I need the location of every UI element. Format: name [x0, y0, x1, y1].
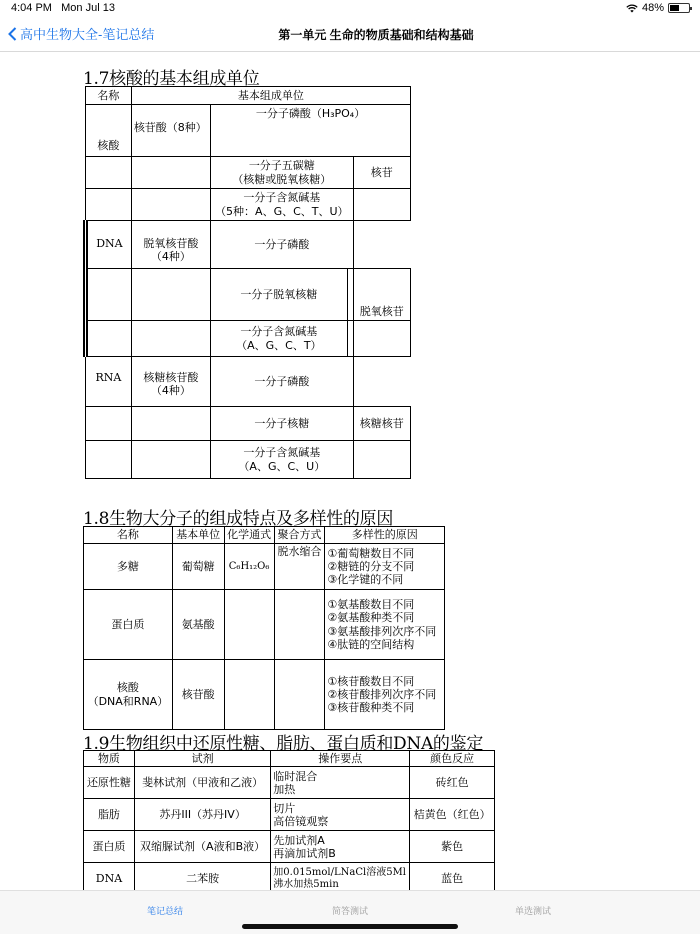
h18-name: 名称: [84, 527, 173, 544]
r18-aminoacid: 氨基酸: [172, 590, 224, 660]
cell-deoxyribose: 一分子脱氧核糖: [211, 269, 348, 321]
h19-color: 颜色反应: [410, 751, 495, 767]
r19-operation: 加0.015mol/LNaCl溶液5Ml 沸水加热5min: [271, 863, 410, 890]
r19-substance: 蛋白质: [84, 831, 135, 863]
section-title-1-7: 1.7核酸的基本组成单位: [83, 69, 260, 89]
r19-operation: 临时混合 加热: [271, 767, 410, 799]
notes-content[interactable]: [0, 53, 700, 890]
r18-polysaccharide: 多糖: [84, 544, 173, 590]
r19-reagent: 二苯胺: [134, 863, 270, 890]
tab-single-choice[interactable]: 单选测试: [514, 906, 551, 916]
r19-operation: 先加试剂A 再滴加试剂B: [271, 831, 410, 863]
cell-rna-nucleotide: 核糖核苷酸 （4种）: [131, 357, 210, 407]
back-label: 高中生物大全-笔记总结: [20, 27, 155, 42]
cell-dna-base: 一分子含氮碱基 （A、G、C、T）: [211, 321, 348, 357]
cell-deoxy-nucleoside: 脱氧核苷: [353, 269, 410, 321]
r18-glucose: 葡萄糖: [172, 544, 224, 590]
nucleic-acid-table: [83, 86, 411, 479]
h19-substance: 物质: [84, 751, 135, 767]
r18-reasons-3: ①核苷酸数目不同 ②核苷酸排列次序不同 ③核苷酸种类不同: [325, 660, 445, 730]
section-title-1-8: 1.8生物大分子的组成特点及多样性的原因: [83, 509, 394, 529]
h18-poly: 聚合方式: [274, 527, 325, 544]
r18-formula: C₆H₁₂O₆: [224, 544, 274, 590]
h19-reagent: 试剂: [134, 751, 270, 767]
table-row: [84, 863, 495, 890]
r19-reagent: 斐林试剂（甲液和乙液）: [134, 767, 270, 799]
table-row: [84, 831, 495, 863]
h18-unit: 基本单位: [172, 527, 224, 544]
r19-color: 砖红色: [410, 767, 495, 799]
cell-nucleoside: 核苷: [353, 157, 410, 189]
cell-pentose: 一分子五碳糖 （核糖或脱氧核糖）: [211, 157, 354, 189]
battery-percent: 48%: [641, 2, 664, 14]
tab-notes[interactable]: 笔记总结: [146, 906, 183, 916]
cell-dna: DNA: [86, 221, 132, 269]
r18-reasons-2: ①氨基酸数目不同 ②氨基酸种类不同 ③氨基酸排列次序不同 ④肽链的空间结构: [325, 590, 445, 660]
r18-protein: 蛋白质: [84, 590, 173, 660]
identification-table: [83, 750, 495, 890]
cell-base-all: 一分子含氮碱基 （5种：A、G、C、T、U）: [211, 189, 354, 221]
r19-color: 紫色: [410, 831, 495, 863]
tab-bar: [0, 890, 700, 934]
cell-rna-base: 一分子含氮碱基 （A、G、C、U）: [211, 441, 354, 479]
cell-phosphate: 一分子磷酸（H₃PO₄）: [211, 105, 411, 157]
r19-reagent: 双缩脲试剂（A液和B液）: [134, 831, 270, 863]
r18-nucleotide: 核苷酸: [172, 660, 224, 730]
cell-nucleotide-8: 核苷酸（8种）: [131, 105, 210, 157]
r19-substance: 脂肪: [84, 799, 135, 831]
status-time: 4:04 PM Mon Jul 13: [11, 2, 115, 14]
nav-bar: [0, 16, 700, 52]
h18-reason: 多样性的原因: [325, 527, 445, 544]
table-row: [84, 767, 495, 799]
r19-reagent: 苏丹III（苏丹IV）: [134, 799, 270, 831]
status-bar: [0, 0, 700, 16]
battery-icon: [668, 3, 690, 13]
r19-operation: 切片 高倍镜观察: [271, 799, 410, 831]
header-unit: 基本组成单位: [131, 87, 410, 105]
r19-substance: DNA: [84, 863, 135, 890]
cell-ribose: 一分子核糖: [211, 407, 354, 441]
r19-color: 桔黄色（红色）: [410, 799, 495, 831]
r19-substance: 还原性糖: [84, 767, 135, 799]
header-name: 名称: [86, 87, 132, 105]
cell-ribo-nucleoside: 核糖核苷: [353, 407, 410, 441]
page-title: 第一单元 生命的物质基础和结构基础: [278, 28, 474, 42]
cell-rna: RNA: [86, 357, 132, 407]
cell-nucleic: 核酸: [86, 105, 132, 157]
macromolecule-table: [83, 526, 445, 730]
section-title-1-9: 1.9生物组织中还原性糖、脂肪、蛋白质和DNA的鉴定: [83, 734, 484, 754]
r19-color: 蓝色: [410, 863, 495, 890]
cell-dna-nucleotide: 脱氧核苷酸 （4种）: [131, 221, 210, 269]
cell-rna-phosphate: 一分子磷酸: [211, 357, 354, 407]
table-row: [84, 799, 495, 831]
status-right: [626, 2, 690, 14]
home-indicator: [242, 924, 458, 929]
h18-formula: 化学通式: [224, 527, 274, 544]
wifi-icon: [626, 4, 638, 13]
cell-dna-phosphate: 一分子磷酸: [211, 221, 354, 269]
r18-reasons-1: ①葡萄糖数目不同 ②糖链的分支不同 ③化学键的不同: [325, 544, 445, 590]
r18-poly: 脱水缩合: [274, 544, 325, 590]
h19-operation: 操作要点: [271, 751, 410, 767]
tab-short-answer[interactable]: 简答测试: [331, 906, 368, 916]
r18-nucleic: 核酸 （DNA和RNA）: [84, 660, 173, 730]
